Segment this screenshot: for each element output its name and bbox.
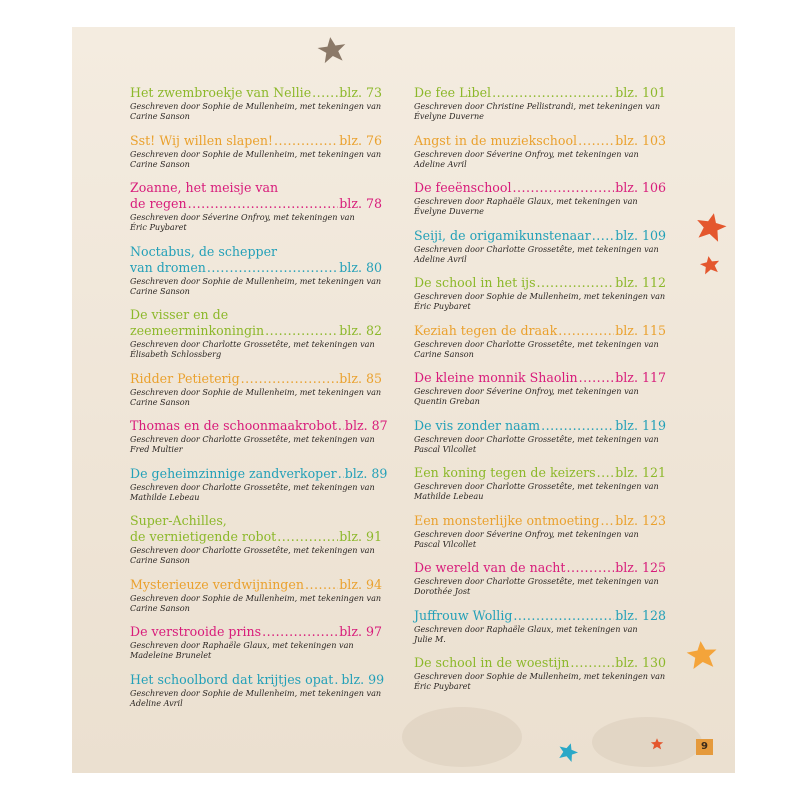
author-credit: Geschreven door Charlotte Grossetête, met tekeningen van <box>130 434 375 444</box>
story-title: zeemeerminkoningin <box>130 323 265 338</box>
illustrator-name: Quentin Greban <box>414 396 480 406</box>
toc-entry <box>414 323 666 359</box>
story-title-row <box>414 228 666 244</box>
author-credit: Geschreven door Sophie de Mullenheim, met tekeningen van <box>130 687 382 698</box>
toc-entry <box>414 275 666 311</box>
story-title: De verstrooide prins <box>130 624 262 639</box>
dot-leader <box>513 180 615 196</box>
illustrator-name: Pascal Vilcollet <box>414 443 477 454</box>
dot-leader <box>338 466 344 482</box>
author-credit: Geschreven door Charlotte Grossetête, met tekeningen van <box>414 433 659 444</box>
illustrator-name: Élisabeth Schlossberg <box>130 349 222 359</box>
page-reference: blz. 76 <box>339 132 382 148</box>
story-title-row <box>414 655 666 671</box>
dot-leader <box>513 608 614 624</box>
page-reference: blz. 117 <box>615 370 666 385</box>
illustrator-name: Dorothée Jost <box>414 586 471 596</box>
story-title: Sst! Wij willen slapen! <box>130 132 273 148</box>
story-title-row <box>414 465 666 481</box>
page-reference: blz. 82 <box>339 323 382 338</box>
story-title: Het zwembroekje van Nellie <box>130 85 312 100</box>
story-title: Thomas en de schoonmaakrobot <box>130 418 337 433</box>
story-title: De school in het ijs <box>414 275 536 290</box>
page-reference: blz. 109 <box>615 227 666 243</box>
toc-entry <box>130 133 382 169</box>
author-credit: Geschreven door Sophie de Mullenheim, met tekeningen van <box>130 148 382 159</box>
author-credit: Geschreven door Charlotte Grossetête, met tekeningen van <box>414 576 659 586</box>
toc-entry <box>414 418 666 454</box>
author-credit: Geschreven door Sophie de Mullenheim, met tekeningen van <box>414 291 666 301</box>
toc-entry <box>130 624 382 660</box>
toc-page <box>72 27 735 773</box>
dot-leader <box>578 133 614 149</box>
story-title: De geheimzinnige zandverkoper <box>130 465 337 481</box>
illustrator-name: Évelyne Duverne <box>414 206 484 216</box>
story-title-row <box>414 323 666 339</box>
dot-leader <box>592 228 615 244</box>
author-credit: Geschreven door Séverine Onfroy, met tekeningen van <box>130 212 355 222</box>
story-title-row <box>130 323 382 339</box>
dot-leader <box>241 371 339 387</box>
page-reference: blz. 91 <box>339 529 382 544</box>
page-reference: blz. 97 <box>339 624 382 639</box>
page-reference: blz. 73 <box>339 85 382 100</box>
page-reference: blz. 103 <box>615 132 666 148</box>
page-reference: blz. 125 <box>615 560 666 575</box>
story-title: Een koning tegen de keizers <box>414 465 596 480</box>
toc-entry <box>414 513 666 549</box>
illustrator-name: Éric Puybaret <box>414 681 471 691</box>
story-title-row <box>130 418 388 434</box>
illustrator-name: Pascal Vilcollet <box>414 538 477 549</box>
page-reference: blz. 115 <box>615 322 666 338</box>
story-title: de regen <box>130 196 187 211</box>
toc-entry <box>414 133 666 169</box>
story-title-line: Zoanne, het meisje van <box>130 180 279 195</box>
story-title-row <box>414 608 666 624</box>
dot-leader <box>312 85 338 101</box>
toc-entry <box>130 465 388 502</box>
story-title: Mysterieuze verdwijningen <box>130 576 304 592</box>
story-title-row <box>130 624 382 640</box>
page-reference: blz. 87 <box>344 418 388 433</box>
toc-entry <box>414 370 666 406</box>
dot-leader <box>537 275 615 291</box>
author-credit: Geschreven door Charlotte Grossetête, met tekeningen van <box>130 481 375 492</box>
story-title-row <box>130 196 382 212</box>
page-reference: blz. 121 <box>615 465 666 480</box>
page-reference: blz. 99 <box>341 671 385 687</box>
page-reference: blz. 78 <box>339 196 382 211</box>
toc-entry <box>414 228 666 264</box>
author-credit: Geschreven door Sophie de Mullenheim, met tekeningen van <box>130 101 382 111</box>
story-title-line: Super-Achilles, <box>130 513 227 528</box>
dot-leader <box>188 196 339 212</box>
author-credit: Geschreven door Séverine Onfroy, met tekeningen van <box>414 148 639 159</box>
dot-leader <box>274 133 338 149</box>
story-title-row <box>130 85 382 101</box>
page-reference: blz. 119 <box>615 417 666 433</box>
illustrator-name: Mathilde Lebeau <box>130 491 200 502</box>
author-credit: Geschreven door Christine Pellistrandi, met tekeningen van <box>414 101 661 111</box>
illustrator-name: Adeline Avril <box>130 697 183 708</box>
toc-entry <box>130 513 382 565</box>
toc-entry <box>414 560 666 596</box>
illustrator-name: Fred Multier <box>130 444 183 454</box>
dot-leader <box>262 624 338 640</box>
illustrator-name: Adeline Avril <box>414 158 467 169</box>
illustrator-name: Carine Sanson <box>130 285 190 296</box>
page-reference: blz. 101 <box>615 85 666 100</box>
illustrator-name: Carine Sanson <box>130 555 190 565</box>
page-reference: blz. 123 <box>615 512 666 528</box>
story-title: Ridder Petieterig <box>130 370 240 386</box>
dot-leader <box>492 85 614 101</box>
story-title-row <box>130 260 382 276</box>
dot-leader <box>334 672 340 688</box>
author-credit: Geschreven door Sophie de Mullenheim, met tekeningen van <box>130 386 382 397</box>
toc-entry <box>130 371 382 407</box>
author-credit: Geschreven door Raphaële Glaux, met tekeningen van <box>130 640 354 650</box>
toc-entry <box>414 180 666 216</box>
brown-star-icon <box>312 36 352 64</box>
story-title-row <box>130 371 382 387</box>
story-title: van dromen <box>130 259 206 275</box>
story-title: De wereld van de nacht <box>414 560 566 575</box>
illustrator-name: Julie M. <box>414 633 446 644</box>
page-reference: blz. 106 <box>615 180 666 195</box>
toc-entry <box>130 418 388 454</box>
author-credit: Geschreven door Charlotte Grossetête, met tekeningen van <box>414 481 659 491</box>
dot-leader <box>305 577 338 593</box>
story-title-row <box>130 671 385 688</box>
paper-stain <box>592 717 702 767</box>
author-credit: Geschreven door Charlotte Grossetête, met tekeningen van <box>414 338 659 349</box>
illustrator-name: Évelyne Duverne <box>414 111 484 121</box>
toc-entry <box>130 180 382 232</box>
dot-leader <box>558 323 614 339</box>
story-title-row <box>414 275 666 291</box>
author-credit: Geschreven door Charlotte Grossetête, met tekeningen van <box>414 243 659 254</box>
toc-column-right <box>414 85 666 703</box>
story-title: de vernietigende robot <box>130 529 277 544</box>
illustrator-name: Carine Sanson <box>130 158 190 169</box>
story-title-line: De visser en de <box>130 307 229 322</box>
red-star-icon <box>694 212 728 242</box>
dot-leader <box>570 655 614 671</box>
story-title: De kleine monnik Shaolin <box>414 370 578 385</box>
illustrator-name: Madeleine Brunelet <box>130 650 212 660</box>
toc-entry <box>130 671 385 708</box>
toc-entry <box>130 85 382 121</box>
story-title: Seiji, de origamikunstenaar <box>414 227 591 243</box>
story-title-row <box>130 577 382 593</box>
toc-entry <box>130 577 382 613</box>
author-credit: Geschreven door Raphaële Glaux, met tekeningen van <box>414 196 638 206</box>
dot-leader <box>277 529 338 545</box>
dot-leader <box>579 370 615 386</box>
red-star-tiny-icon <box>650 737 664 751</box>
paper-stain <box>402 707 522 767</box>
author-credit: Geschreven door Séverine Onfroy, met tekeningen van <box>414 528 639 539</box>
illustrator-name: Adeline Avril <box>414 253 467 264</box>
page-reference: blz. 130 <box>615 655 666 670</box>
toc-entry <box>414 85 666 121</box>
story-title-row <box>414 180 666 196</box>
dot-leader <box>566 560 614 576</box>
story-title-row <box>414 370 666 386</box>
author-credit: Geschreven door Séverine Onfroy, met tekeningen van <box>414 386 639 396</box>
page-reference: blz. 80 <box>339 259 382 275</box>
illustrator-name: Carine Sanson <box>130 602 190 613</box>
illustrator-name: Mathilde Lebeau <box>414 491 484 501</box>
story-title-line: Noctabus, de schepper <box>130 243 278 259</box>
teal-star-icon <box>557 741 579 763</box>
story-title: De vis zonder naam <box>414 417 541 433</box>
story-title: De feeënschool <box>414 180 512 195</box>
illustrator-name: Carine Sanson <box>130 396 190 407</box>
story-title: Een monsterlijke ontmoeting <box>414 512 600 528</box>
story-title-row <box>414 133 666 149</box>
story-title-row <box>414 418 666 434</box>
story-title-row <box>130 529 382 545</box>
story-title-row <box>414 560 666 576</box>
toc-entry <box>414 465 666 501</box>
page-reference: blz. 94 <box>339 576 382 592</box>
story-title: Het schoolbord dat krijtjes opat <box>130 671 334 687</box>
author-credit: Geschreven door Sophie de Mullenheim, met tekeningen van <box>130 275 382 286</box>
dot-leader <box>207 260 338 276</box>
page-reference: blz. 89 <box>344 465 388 481</box>
illustrator-name: Éric Puybaret <box>414 301 471 311</box>
illustrator-name: Carine Sanson <box>130 111 190 121</box>
toc-entry <box>130 244 382 296</box>
story-title: De school in de woestijn <box>414 655 570 670</box>
orange-star-icon <box>685 640 719 670</box>
story-title-row <box>130 465 388 482</box>
author-credit: Geschreven door Charlotte Grossetête, met tekeningen van <box>130 545 375 555</box>
story-title-row <box>414 513 666 529</box>
dot-leader <box>597 465 615 481</box>
dot-leader <box>541 418 614 434</box>
page-reference: blz. 128 <box>615 607 666 623</box>
story-title: De fee Libel <box>414 85 492 100</box>
author-credit: Geschreven door Sophie de Mullenheim, met tekeningen van <box>130 592 382 603</box>
story-title: Juffrouw Wollig <box>414 607 513 623</box>
story-title-row <box>130 133 382 149</box>
illustrator-name: Éric Puybaret <box>130 222 187 232</box>
page-reference: blz. 112 <box>615 275 666 290</box>
author-credit: Geschreven door Sophie de Mullenheim, met tekeningen van <box>414 671 666 681</box>
red-star-small-icon <box>699 254 721 276</box>
toc-column-left <box>130 85 388 719</box>
dot-leader <box>265 323 338 339</box>
page-number: 9 <box>696 739 713 755</box>
story-title: Angst in de muziekschool <box>414 132 578 148</box>
author-credit: Geschreven door Charlotte Grossetête, met tekeningen van <box>130 339 375 349</box>
illustrator-name: Carine Sanson <box>414 348 474 359</box>
story-title-row <box>414 85 666 101</box>
toc-entry <box>130 307 382 359</box>
story-title: Keziah tegen de draak <box>414 322 558 338</box>
toc-entry <box>414 608 666 644</box>
author-credit: Geschreven door Raphaële Glaux, met tekeningen van <box>414 623 638 634</box>
toc-entry <box>414 655 666 691</box>
page-reference: blz. 85 <box>339 370 382 386</box>
dot-leader <box>600 513 614 529</box>
dot-leader <box>338 418 344 434</box>
